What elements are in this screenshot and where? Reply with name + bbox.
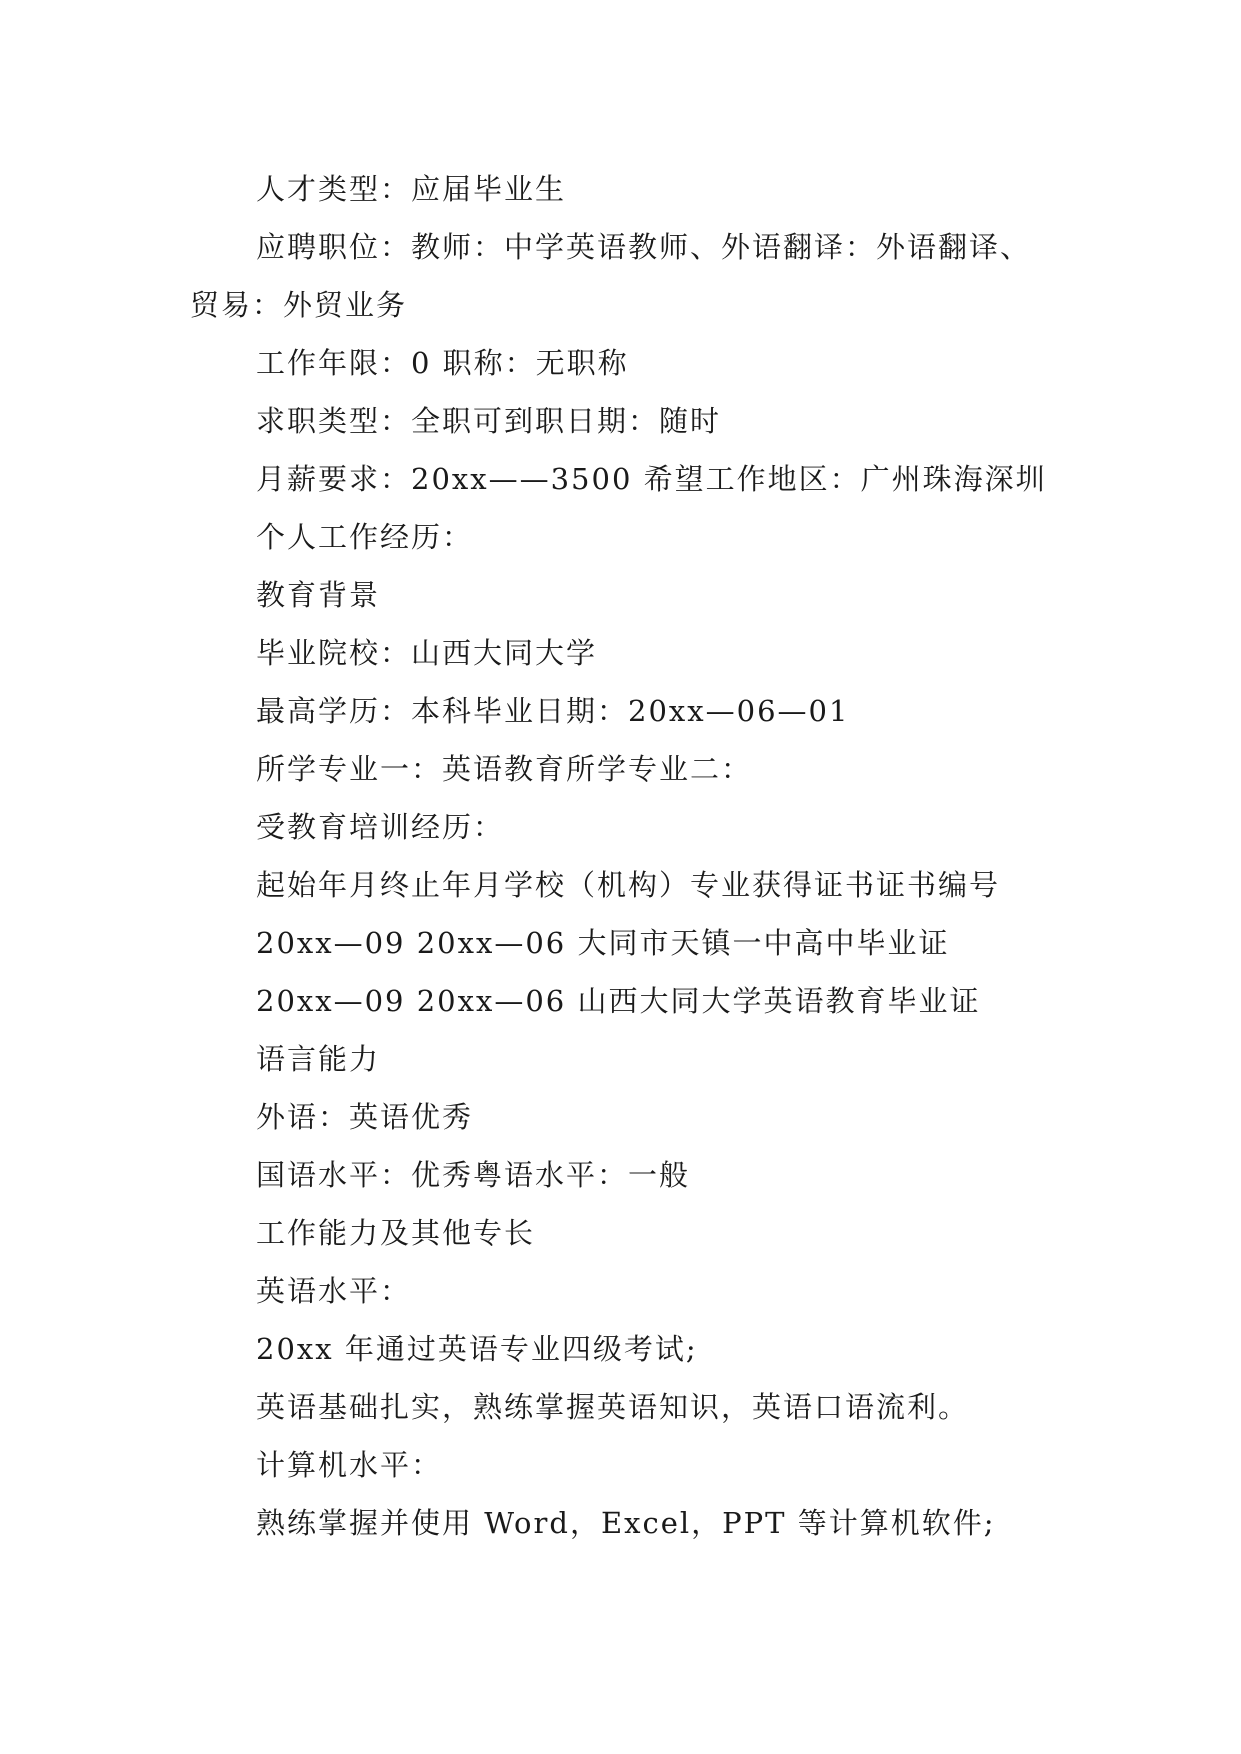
work-years-line: 工作年限：0 职称：无职称 [256,346,629,380]
major-line: 所学专业一：英语教育所学专业二： [256,752,753,786]
mandarin-cantonese-line: 国语水平：优秀粤语水平：一般 [256,1158,691,1192]
applied-position-line: 应聘职位：教师：中学英语教师、外语翻译：外语翻译、贸易：外贸业务 [190,230,1032,322]
salary-line: 月薪要求：20xx——3500 希望工作地区：广州珠海深圳 [256,462,1047,496]
training-heading: 受教育培训经历： [256,810,505,844]
training-columns-line: 起始年月终止年月学校（机构）专业获得证书证书编号 [256,868,1001,902]
degree-line: 最高学历：本科毕业日期：20xx—06—01 [256,694,850,728]
work-experience-heading: 个人工作经历： [256,520,474,554]
language-heading: 语言能力 [256,1042,381,1076]
training-row: 20xx—09 20xx—06 大同市天镇一中高中毕业证 [256,926,950,960]
tem4-line: 20xx 年通过英语专业四级考试; [256,1332,698,1366]
document-body [190,160,1070,1552]
foreign-language-line: 外语：英语优秀 [256,1100,474,1134]
english-foundation-line: 英语基础扎实，熟练掌握英语知识，英语口语流利。 [256,1390,970,1424]
talent-type-line: 人才类型：应届毕业生 [256,172,567,206]
school-line: 毕业院校：山西大同大学 [256,636,598,670]
skills-heading: 工作能力及其他专长 [256,1216,536,1250]
computer-level-heading: 计算机水平： [256,1448,443,1482]
job-type-line: 求职类型：全职可到职日期：随时 [256,404,722,438]
training-row: 20xx—09 20xx—06 山西大同大学英语教育毕业证 [256,984,981,1018]
education-heading: 教育背景 [256,578,381,612]
computer-software-line: 熟练掌握并使用 Word，Excel，PPT 等计算机软件; [256,1506,996,1540]
english-level-heading: 英语水平： [256,1274,412,1308]
